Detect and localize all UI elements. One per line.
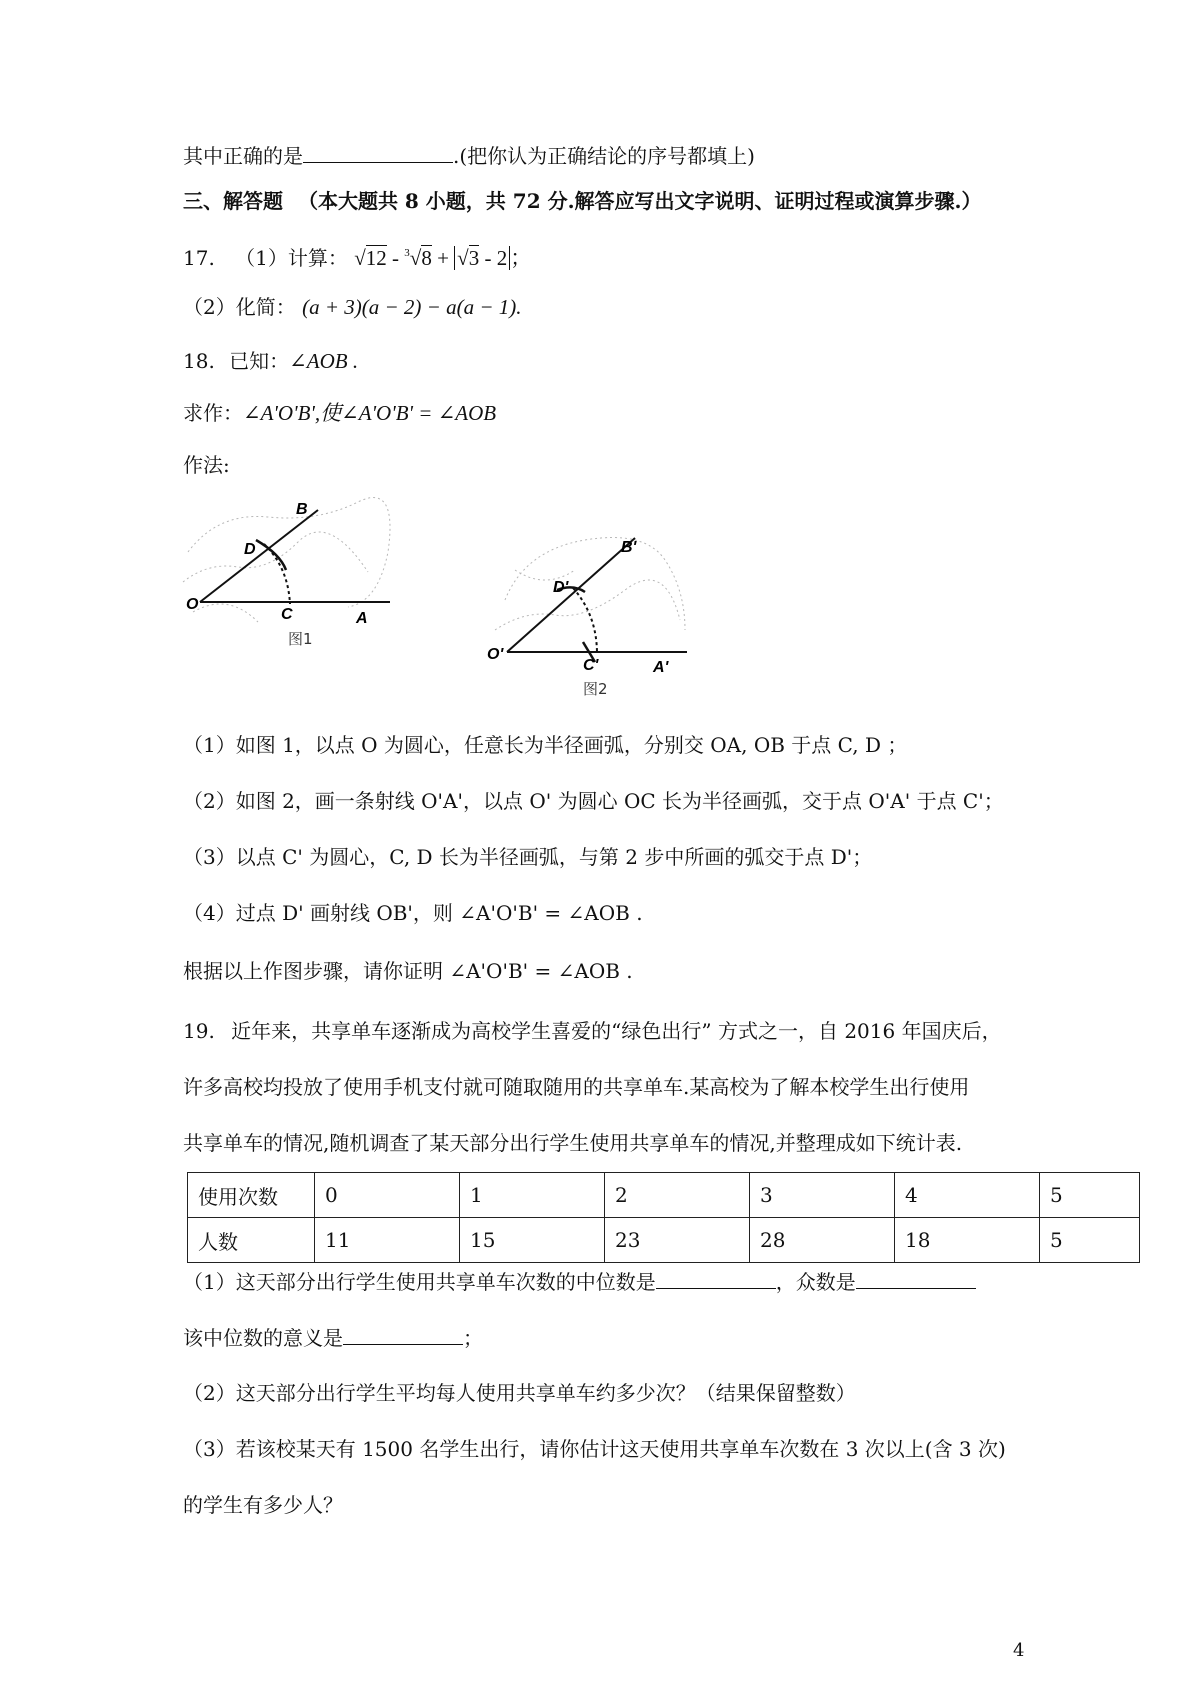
- ray-ob: [200, 510, 318, 602]
- table-row: [188, 1218, 1140, 1263]
- question-number: 18.: [183, 349, 215, 373]
- cube-root-sign: √: [409, 246, 422, 270]
- table-cell: 23: [605, 1218, 750, 1263]
- q19-s2: （2）这天部分出行学生平均每人使用共享单车约多少次？（结果保留整数）: [183, 1381, 856, 1405]
- q19-s1c: 该中位数的意义是: [183, 1326, 343, 1350]
- q18-prove: 根据以上作图步骤，请你证明 ∠A'O'B' = ∠AOB .: [183, 959, 633, 983]
- q17-p2-label: （2）化简：: [183, 295, 296, 319]
- q17-p1-label: （1）计算：: [235, 246, 348, 270]
- table-cell: 0: [315, 1173, 460, 1218]
- table-cell: 3: [750, 1173, 895, 1218]
- label-b-prime: B': [621, 539, 637, 556]
- caption-fig2: 图2: [583, 680, 608, 698]
- table-cell: 5: [1040, 1173, 1140, 1218]
- plus-sign: +: [431, 246, 455, 270]
- usage-table: [187, 1172, 1140, 1263]
- q18-step4: （4）过点 D' 画射线 OB'，则 ∠A'O'B' = ∠AOB .: [183, 901, 643, 925]
- label-a: A: [356, 610, 368, 627]
- intro-suffix: .(把你认为正确结论的序号都填上): [453, 144, 755, 168]
- noise-texture: [183, 498, 390, 622]
- q19-s1b: ，众数是: [775, 1270, 856, 1294]
- label-o-prime: O': [487, 646, 504, 663]
- abs-rest: - 2: [479, 246, 508, 270]
- table-cell: 15: [460, 1218, 605, 1263]
- noise-texture: [495, 538, 685, 631]
- label-c-prime: C': [583, 657, 599, 674]
- table-cell: 11: [315, 1218, 460, 1263]
- question-number: 19.: [183, 1019, 215, 1043]
- q19-para2: 许多高校均投放了使用手机支付就可随取随用的共享单车.某高校为了解本校学生出行使用: [183, 1075, 970, 1099]
- absolute-value: √3 - 2: [454, 246, 510, 270]
- answer-blank: [303, 140, 453, 163]
- q18-step3: （3）以点 C' 为圆心，C, D 长为半径画弧，与第 2 步中所画的弧交于点 D'；: [183, 845, 873, 869]
- sqrt-arg: 12: [365, 246, 387, 270]
- table-cell: 28: [750, 1218, 895, 1263]
- construct-label: 求作：: [183, 401, 243, 425]
- q19-para1: [183, 1016, 1002, 1046]
- q19-s3b: 的学生有多少人？: [183, 1493, 343, 1517]
- q19-s1-line1: [183, 1266, 976, 1297]
- table-cell: 18: [895, 1218, 1040, 1263]
- label-d: D: [244, 541, 256, 558]
- table-row: [188, 1173, 1140, 1218]
- figure-1: [178, 492, 398, 662]
- cube-root-arg: 8: [421, 246, 432, 270]
- meaning-blank: [343, 1322, 463, 1345]
- label-d-prime: D': [553, 579, 569, 596]
- label-o: O: [186, 596, 199, 613]
- q19-s1-line2: [183, 1322, 483, 1353]
- cube-root-index: 3: [404, 247, 410, 259]
- page-number: 4: [1013, 1640, 1025, 1661]
- section-title: 三、解答题: [183, 189, 283, 213]
- intro-line: [183, 140, 755, 171]
- given-angle: ∠AOB .: [289, 349, 359, 373]
- figure-2: [485, 530, 695, 710]
- median-blank: [656, 1266, 776, 1289]
- q17-p1-expression: [354, 246, 531, 270]
- section-header: [183, 186, 982, 216]
- q19-para3: 共享单车的情况,随机调查了某天部分出行学生使用共享单车的情况,并整理成如下统计表.: [183, 1131, 963, 1155]
- q19-para1-text: 近年来，共享单车逐渐成为高校学生喜爱的“绿色出行” 方式之一，自 2016 年国庆后，: [231, 1019, 1002, 1043]
- q19-s1d: ；: [463, 1326, 483, 1350]
- q17-part2: [183, 292, 522, 322]
- table-cell: 人数: [188, 1218, 315, 1263]
- q18-given: [183, 346, 358, 376]
- table-cell: 4: [895, 1173, 1040, 1218]
- q17-part1: [183, 238, 531, 273]
- table-cell: 使用次数: [188, 1173, 315, 1218]
- mode-blank: [856, 1266, 976, 1289]
- ray-o-b-prime: [507, 538, 635, 652]
- intro-prefix: 其中正确的是: [183, 144, 303, 168]
- given-label: 已知：: [229, 349, 290, 373]
- q18-method: [183, 450, 230, 480]
- construct-target: ∠A'O'B',使∠A'O'B' = ∠AOB: [243, 401, 497, 425]
- minus-sign: -: [386, 246, 405, 270]
- q19-s1a: （1）这天部分出行学生使用共享单车次数的中位数是: [183, 1270, 656, 1294]
- table-cell: 2: [605, 1173, 750, 1218]
- method-label: 作法:: [183, 453, 230, 477]
- caption-fig1: 图1: [288, 630, 313, 648]
- sqrt-sign: √: [354, 246, 366, 270]
- section-note: （本大题共 8 小题，共 72 分.解答应写出文字说明、证明过程或演算步骤.）: [297, 189, 982, 213]
- q18-construct: [183, 398, 496, 428]
- table-cell: 1: [460, 1173, 605, 1218]
- q17-p1-end: ；: [510, 246, 532, 270]
- q18-step1: （1）如图 1，以点 O 为圆心，任意长为半径画弧，分别交 OA, OB 于点 C, D ；: [183, 733, 908, 757]
- q18-step2: （2）如图 2，画一条射线 O'A'，以点 O' 为圆心 OC 长为半径画弧，交于点 O'A' 于点 C'；: [183, 789, 1004, 813]
- label-a-prime: A': [653, 659, 669, 676]
- label-b: B: [296, 501, 308, 518]
- question-number: 17.: [183, 246, 215, 270]
- q19-s3a: （3）若该校某天有 1500 名学生出行，请你估计这天使用共享单车次数在 3 次以上(含 3 次): [183, 1437, 1006, 1461]
- q17-p2-expression: (a + 3)(a − 2) − a(a − 1).: [302, 295, 522, 319]
- abs-sqrt-arg: 3: [468, 246, 480, 270]
- label-c: C: [281, 606, 293, 623]
- table-cell: 5: [1040, 1218, 1140, 1263]
